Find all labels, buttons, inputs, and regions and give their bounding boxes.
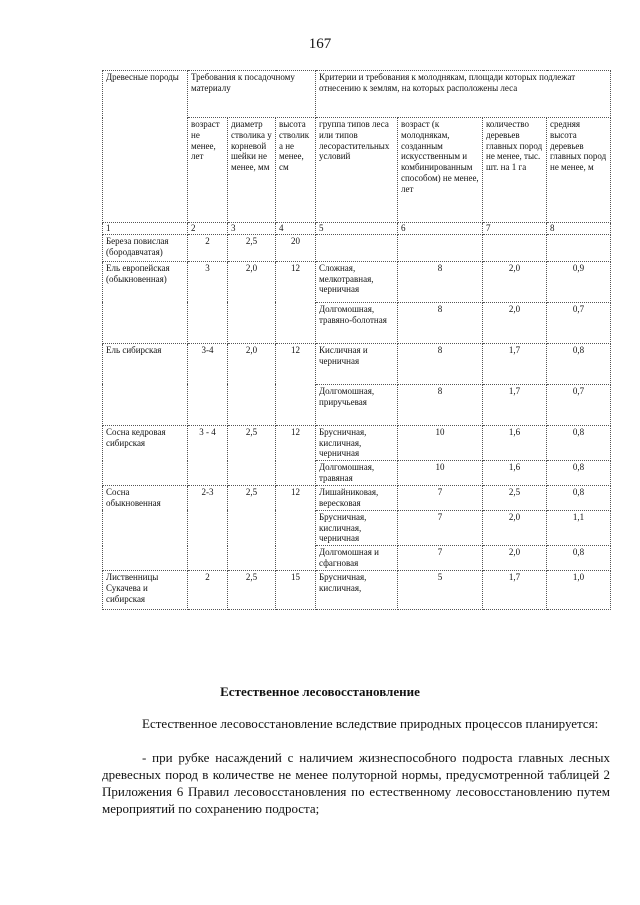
- count-cell: 2,0: [483, 302, 547, 343]
- young-age-cell: 10: [398, 425, 483, 460]
- page-number: 167: [308, 36, 332, 52]
- table-row: [103, 261, 611, 302]
- young-age-cell: 5: [398, 571, 483, 610]
- height-cell: 12: [276, 343, 316, 425]
- diameter-cell: 2,0: [228, 261, 276, 343]
- table-row: [103, 343, 611, 384]
- height-cell: 12: [276, 485, 316, 570]
- mean-height-cell: 1,0: [547, 571, 611, 610]
- col-number: 1: [103, 223, 188, 235]
- col-number: 8: [547, 223, 611, 235]
- count-cell: 1,7: [483, 343, 547, 384]
- count-cell: 1,7: [483, 384, 547, 425]
- diameter-cell: 2,5: [228, 571, 276, 610]
- young-age-cell: 8: [398, 261, 483, 302]
- forest-type-cell: Брусничная, кисличная, черничная: [316, 510, 398, 545]
- header-criteria: Критерии и требования к молоднякам, площади которых подлежат отнесению к землям, на которых расположены леса: [316, 71, 611, 118]
- empty-cell: [483, 234, 547, 261]
- forest-type-cell: Брусничная, кисличная, черничная: [316, 425, 398, 460]
- species-name: Лиственницы Сукачева и сибирская: [103, 571, 188, 610]
- count-cell: 1,6: [483, 425, 547, 460]
- header-young-age: возраст (к молоднякам, созданным искусственным и комбинированным способом) не менее, лет: [398, 118, 483, 223]
- header-planting-requirements: Требования к посадочному материалу: [188, 71, 316, 118]
- mean-height-cell: 1,1: [547, 510, 611, 545]
- diameter-cell: 2,5: [228, 234, 276, 261]
- species-name: Береза повислая (бородавчатая): [103, 234, 188, 261]
- species-name: Сосна кедровая сибирская: [103, 425, 188, 485]
- mean-height-cell: 0,8: [547, 461, 611, 486]
- forest-type-cell: Сложная, мелкотравная, черничная: [316, 261, 398, 302]
- forest-type-cell: Долгомошная, травяно-болотная: [316, 302, 398, 343]
- header-age: возраст не менее, лет: [188, 118, 228, 223]
- diameter-cell: 2,5: [228, 485, 276, 570]
- section-heading: Естественное лесовосстановление: [220, 684, 420, 699]
- header-height: высота стволика не менее, см: [276, 118, 316, 223]
- young-age-cell: 8: [398, 384, 483, 425]
- forest-type-cell: Лишайниковая, вересковая: [316, 485, 398, 510]
- count-cell: 2,0: [483, 546, 547, 571]
- mean-height-cell: 0,8: [547, 343, 611, 384]
- forest-type-cell: Кисличная и черничная: [316, 343, 398, 384]
- col-number: 7: [483, 223, 547, 235]
- table-row: [103, 234, 611, 261]
- young-age-cell: 7: [398, 546, 483, 571]
- young-age-cell: 7: [398, 485, 483, 510]
- mean-height-cell: 0,9: [547, 261, 611, 302]
- age-cell: 2: [188, 234, 228, 261]
- species-name: Сосна обыкновенная: [103, 485, 188, 570]
- col-number: 2: [188, 223, 228, 235]
- header-forest-type: группа типов леса или типов лесорастительных условий: [316, 118, 398, 223]
- header-count: количество деревьев главных пород не менее, тыс. шт. на 1 га: [483, 118, 547, 223]
- young-age-cell: 7: [398, 510, 483, 545]
- paragraph: - при рубке насаждений с наличием жизнеспособного подроста главных лесных древесных пород в количестве не менее полуторной нормы, предусмотренной таблицей 2 Приложения 6 Правил лесовосстановления по естественному лесовосстановлению путем мероприятий по сохранению подроста;: [102, 750, 610, 816]
- age-cell: 3 - 4: [188, 425, 228, 485]
- young-age-cell: 8: [398, 343, 483, 384]
- header-diameter: диаметр стволика у корневой шейки не менее, мм: [228, 118, 276, 223]
- species-name: Ель европейская (обыкновенная): [103, 261, 188, 343]
- paragraph: Естественное лесовосстановление вследствие природных процессов планируется:: [142, 716, 599, 731]
- forest-type-cell: Брусничная, кисличная,: [316, 571, 398, 610]
- young-age-cell: 10: [398, 461, 483, 486]
- height-cell: 20: [276, 234, 316, 261]
- mean-height-cell: 0,7: [547, 302, 611, 343]
- count-cell: 2,5: [483, 485, 547, 510]
- age-cell: 3-4: [188, 343, 228, 425]
- forest-type-cell: Долгомошная, травяная: [316, 461, 398, 486]
- empty-cell: [547, 234, 611, 261]
- empty-cell: [398, 234, 483, 261]
- col-number: 6: [398, 223, 483, 235]
- forest-type-cell: Долгомошная и сфагновая: [316, 546, 398, 571]
- col-number: 5: [316, 223, 398, 235]
- col-number: 3: [228, 223, 276, 235]
- header-species: Древесные породы: [103, 71, 188, 223]
- count-cell: 1,7: [483, 571, 547, 610]
- table-row: [103, 485, 611, 510]
- forest-requirements-table: [102, 70, 611, 610]
- table-header-row: [103, 71, 611, 118]
- age-cell: 2-3: [188, 485, 228, 570]
- height-cell: 12: [276, 425, 316, 485]
- diameter-cell: 2,0: [228, 343, 276, 425]
- age-cell: 3: [188, 261, 228, 343]
- diameter-cell: 2,5: [228, 425, 276, 485]
- age-cell: 2: [188, 571, 228, 610]
- count-cell: 2,0: [483, 261, 547, 302]
- height-cell: 12: [276, 261, 316, 343]
- count-cell: 1,6: [483, 461, 547, 486]
- mean-height-cell: 0,8: [547, 485, 611, 510]
- height-cell: 15: [276, 571, 316, 610]
- mean-height-cell: 0,7: [547, 384, 611, 425]
- mean-height-cell: 0,8: [547, 546, 611, 571]
- forest-type-cell: Долгомошная, приручьевая: [316, 384, 398, 425]
- col-number: 4: [276, 223, 316, 235]
- species-name: Ель сибирская: [103, 343, 188, 425]
- young-age-cell: 8: [398, 302, 483, 343]
- header-mean-height: средняя высота деревьев главных пород не менее, м: [547, 118, 611, 223]
- count-cell: 2,0: [483, 510, 547, 545]
- empty-cell: [316, 234, 398, 261]
- table-row: [103, 425, 611, 460]
- column-number-row: [103, 223, 611, 235]
- mean-height-cell: 0,8: [547, 425, 611, 460]
- table-row: [103, 571, 611, 610]
